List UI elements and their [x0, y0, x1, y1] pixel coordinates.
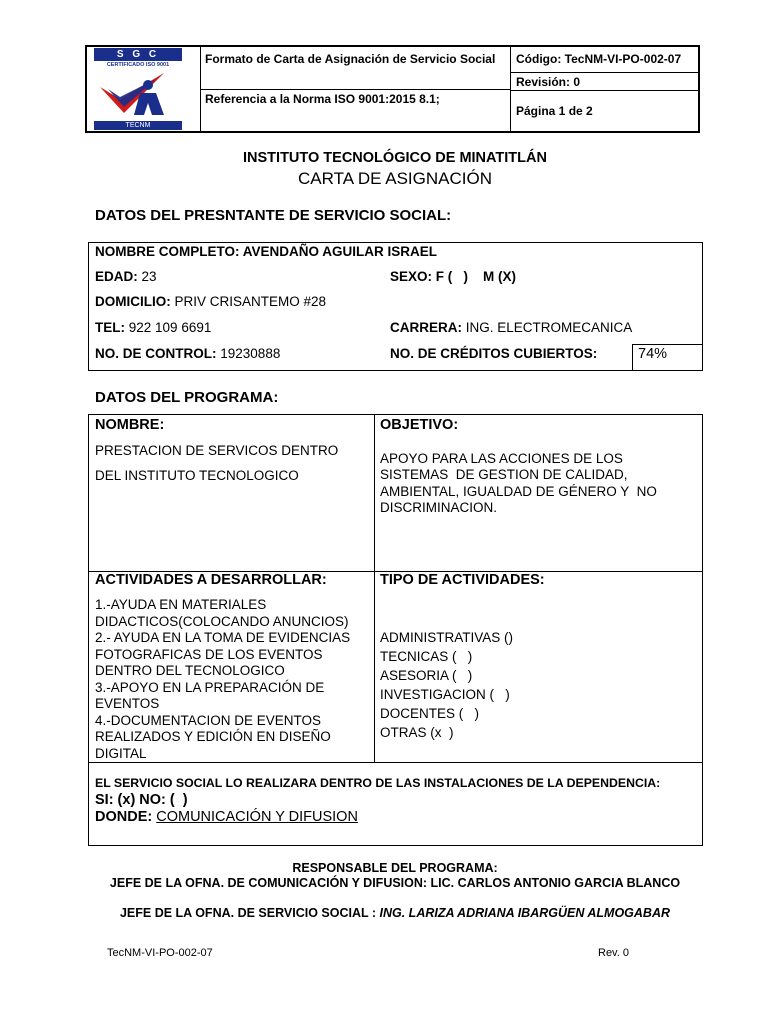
career-row [390, 320, 632, 335]
age-row [95, 269, 157, 284]
phone-label: TEL: [95, 320, 125, 335]
activity-line: DIGITAL [95, 745, 147, 761]
logo-check-icon [94, 69, 182, 121]
where-value: COMUNICACIÓN Y DIFUSION [156, 809, 358, 825]
page-number: Página 1 de 2 [516, 104, 593, 118]
objective-line: APOYO PARA LAS ACCIONES DE LOS [380, 450, 623, 466]
career-value: ING. ELECTROMECANICA [465, 320, 633, 335]
activity-type-item: ASESORIA ( ) [380, 668, 473, 683]
where-row [95, 809, 370, 825]
program-name-label: NOMBRE: [95, 417, 165, 433]
activity-line: REALIZADOS Y EDICIÓN EN DISEÑO [95, 729, 331, 744]
sgc-logo [94, 48, 182, 130]
norm-reference: Referencia a la Norma ISO 9001:2015 8.1; [205, 92, 440, 106]
age-value: 23 [141, 269, 157, 284]
control-label: NO. DE CONTROL: [95, 346, 217, 361]
control-value: 19230888 [220, 346, 281, 361]
control-row [95, 346, 280, 361]
letter-title: CARTA DE ASIGNACIÓN [298, 169, 492, 188]
where-label: DONDE: [95, 809, 153, 825]
logo-cert-text: CERTIFICADO ISO 9001 [106, 62, 170, 68]
activity-line: EVENTOS [95, 696, 160, 711]
objective-line: SISTEMAS DE GESTION DE CALIDAD, [380, 467, 628, 482]
objective-text [380, 434, 657, 517]
activity-type-item: ADMINISTRATIVAS () [380, 630, 514, 645]
credits-value: 74% [638, 346, 668, 362]
activity-line: 1.-AYUDA EN MATERIALES [95, 597, 267, 612]
institute-title: INSTITUTO TECNOLÓGICO DE MINATITLÁN [243, 150, 547, 166]
activity-type-item: DOCENTES ( ) [380, 706, 480, 721]
address-row [95, 294, 326, 309]
address-value: PRIV CRISANTEMO #28 [174, 294, 327, 309]
head-social-service [0, 906, 768, 920]
age-label: EDAD: [95, 269, 138, 284]
phone-row [95, 320, 211, 335]
activity-line: 2.- AYUDA EN LA TOMA DE EVIDENCIAS [95, 630, 351, 645]
footer-code: TecNM-VI-PO-002-07 [107, 947, 213, 959]
activity-line: DIDACTICOS(COLOCANDO ANUNCIOS) [95, 613, 349, 629]
full-name: NOMBRE COMPLETO: AVENDAÑO AGUILAR ISRAEL [95, 244, 438, 259]
address-label: DOMICILIO: [95, 294, 171, 309]
activity-type-item: TECNICAS ( ) [380, 649, 473, 664]
credits-label: NO. DE CRÉDITOS CUBIERTOS: [390, 346, 598, 361]
head-social-label: JEFE DE LA OFNA. DE SERVICIO SOCIAL : [119, 906, 377, 920]
objective-line: DISCRIMINACION. [380, 500, 498, 515]
footer-revision: Rev. 0 [598, 947, 629, 959]
activity-line: DENTRO DEL TECNOLOGICO [95, 663, 285, 678]
responsible-title: RESPONSABLE DEL PROGRAMA: [292, 861, 498, 875]
logo-sgc-text: S G C [94, 48, 182, 61]
head-social-name: ING. LARIZA ADRIANA IBARGÜEN ALMOGABAR [379, 906, 671, 920]
activities-list [95, 597, 350, 762]
document-code: Código: TecNM-VI-PO-002-07 [516, 52, 682, 66]
activity-type-item: INVESTIGACION ( ) [380, 687, 510, 702]
activity-line: FOTOGRAFICAS DE LOS EVENTOS [95, 646, 323, 662]
activities-label: ACTIVIDADES A DESARROLLAR: [95, 572, 327, 588]
head-communications: JEFE DE LA OFNA. DE COMUNICACIÓN Y DIFUSION: LIC. CARLOS ANTONIO GARCIA BLANCO [109, 876, 681, 890]
logo-tecnm-text: TECNM [94, 121, 182, 130]
activity-type-item: OTRAS (x ) [380, 725, 454, 740]
location-answer: SI: (x) NO: ( ) [95, 792, 188, 808]
program-section-title: DATOS DEL PROGRAMA: [95, 389, 279, 406]
objective-line: AMBIENTAL, IGUALDAD DE GÉNERO Y NO [380, 483, 657, 499]
phone-value: 922 109 6691 [128, 320, 212, 335]
program-name-line2: DEL INSTITUTO TECNOLOGICO [95, 468, 299, 483]
activity-type-list [380, 609, 513, 742]
format-title: Formato de Carta de Asignación de Servicio Social [205, 52, 496, 66]
objective-label: OBJETIVO: [380, 417, 459, 433]
presenter-section-title: DATOS DEL PRESNTANTE DE SERVICIO SOCIAL: [95, 207, 452, 224]
document-revision: Revisión: 0 [516, 75, 581, 89]
program-name-line1: PRESTACION DE SERVICOS DENTRO [95, 443, 339, 458]
location-question: EL SERVICIO SOCIAL LO REALIZARA DENTRO DE LAS INSTALACIONES DE LA DEPENDENCIA: [95, 776, 661, 790]
activity-line: 3.-APOYO EN LA PREPARACIÓN DE [95, 679, 325, 695]
career-label: CARRERA: [390, 320, 462, 335]
activity-line: 4.-DOCUMENTACION DE EVENTOS [95, 712, 322, 728]
activity-type-label: TIPO DE ACTIVIDADES: [380, 572, 545, 588]
sex-field: SEXO: F ( ) M (X) [390, 269, 516, 284]
